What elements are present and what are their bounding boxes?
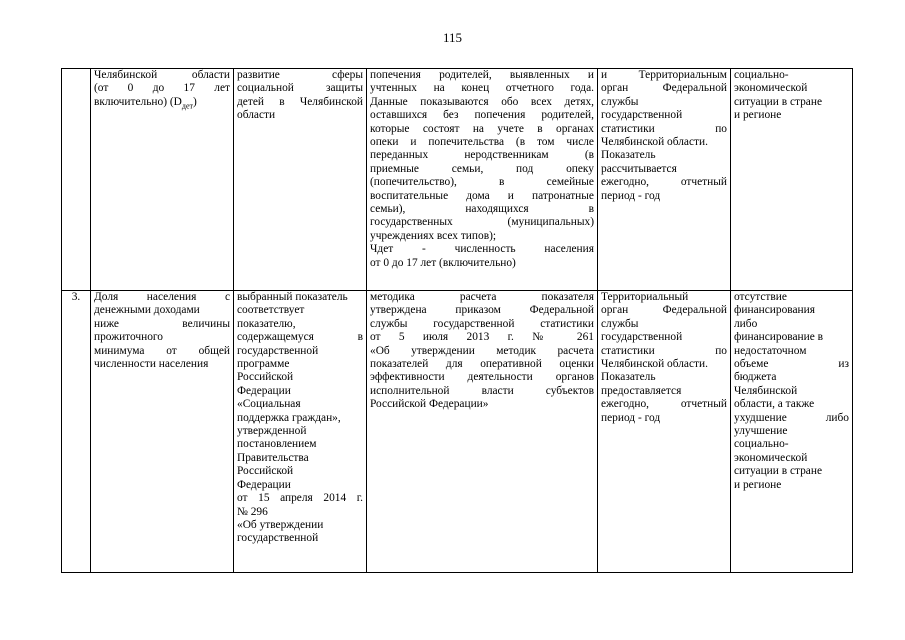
text-line: орган Федеральной xyxy=(601,304,727,317)
text-line: период - год xyxy=(601,189,661,202)
text-line: «Социальная xyxy=(237,398,301,411)
text-line: показателю, xyxy=(237,317,296,330)
text-line: социальной защиты xyxy=(237,82,363,95)
text-line: недостаточном xyxy=(734,344,807,357)
risk-cell xyxy=(731,69,853,291)
text-line: ежегодно, отчетный xyxy=(601,398,727,411)
text-line: улучшение xyxy=(734,425,788,438)
text-line: «Об утверждении xyxy=(237,518,324,531)
text-line: области xyxy=(237,109,276,122)
table-row xyxy=(62,291,853,573)
text-line: Федерации xyxy=(237,384,291,397)
text-line: соответствует xyxy=(237,304,305,317)
page-number: 115 xyxy=(442,30,463,45)
subscript: дет xyxy=(181,101,193,111)
method-cell xyxy=(367,291,598,573)
text-line: минимума от общей xyxy=(94,344,230,357)
text-line: программе xyxy=(237,358,290,371)
text-line: области, а также xyxy=(734,398,815,411)
source-cell xyxy=(598,69,731,291)
text-line: опеки и попечительства (в том числе xyxy=(370,136,594,149)
text-line: содержащемуся в xyxy=(237,331,363,344)
text-line: орган Федеральной xyxy=(601,82,727,95)
indicator-name-cell xyxy=(91,291,234,573)
text-line: ниже величины xyxy=(94,317,230,330)
text-line: ситуации в стране xyxy=(734,465,823,478)
text-line: службы xyxy=(601,95,639,108)
text-line: прожиточного xyxy=(94,331,163,344)
indicator-name-cell xyxy=(91,69,234,291)
text-line: экономической xyxy=(734,82,808,95)
text-line: службы xyxy=(601,317,639,330)
text-line: отсутствие xyxy=(734,291,787,303)
text-line: статистики по xyxy=(601,122,727,135)
text-line: переданных неродственникам (в xyxy=(370,149,594,162)
text-line: № 296 xyxy=(237,505,268,518)
text-line: (от 0 до 17 лет xyxy=(94,82,230,95)
text-line: статистики по xyxy=(601,344,727,357)
text-line: учтенных на конец отчетного года. xyxy=(370,82,594,95)
text-line: денежными доходами xyxy=(94,304,200,317)
text-line: от 15 апреля 2014 г. xyxy=(237,492,363,505)
text-line: оставшихся без попечения родителей, xyxy=(370,109,594,122)
text-line: ухудшение либо xyxy=(734,411,849,424)
text-fragment: ) xyxy=(193,95,197,108)
text-line: Данные показываются обо всех детях, xyxy=(370,95,594,108)
text-line: от 5 июля 2013 г. № 261 xyxy=(370,331,594,344)
text-line: социально- xyxy=(734,438,789,451)
row-number-cell: 3. xyxy=(62,291,91,573)
text-line: Челябинской области. xyxy=(601,136,708,149)
text-line: утвержденной xyxy=(237,425,307,438)
text-line: службы государственной статистики xyxy=(370,317,594,330)
text-line: учреждениях всех типов); xyxy=(370,229,497,242)
text-line: и Территориальным xyxy=(601,69,727,81)
source-cell xyxy=(598,291,731,573)
text-line: и регионе xyxy=(734,478,782,491)
text-line: период - год xyxy=(601,411,661,424)
text-line: поддержка граждан», xyxy=(237,411,341,424)
text-line: государственной xyxy=(237,532,319,545)
text-line: показателей для оперативной оценки xyxy=(370,358,594,371)
text-line: государственных (муниципальных) xyxy=(370,216,594,229)
text-line: государственной xyxy=(601,109,683,122)
text-line: Российской xyxy=(237,465,294,478)
text-line: финансирования xyxy=(734,304,815,317)
text-line: развитие сферы xyxy=(237,69,363,81)
text-line: Федерации xyxy=(237,478,291,491)
text-line: экономической xyxy=(734,451,808,464)
text-line xyxy=(94,96,230,109)
text-line: Челябинской области. xyxy=(601,358,708,371)
text-line: эффективности деятельности органов xyxy=(370,371,594,384)
text-line: Челябинской области xyxy=(94,69,230,81)
row-number-cell xyxy=(62,69,91,291)
text-line: которые состоят на учете в органах xyxy=(370,122,594,135)
text-line: Территориальный xyxy=(601,291,689,303)
text-line: Российской Федерации» xyxy=(370,398,489,411)
text-line: (попечительство), в семейные xyxy=(370,176,594,189)
text-line: предоставляется xyxy=(601,384,682,397)
method-cell xyxy=(367,69,598,291)
text-line: Показатель xyxy=(601,149,656,162)
text-line: государственной xyxy=(237,344,319,357)
text-line: Российской xyxy=(237,371,294,384)
text-line: попечения родителей, выявленных и xyxy=(370,69,594,81)
text-line: методика расчета показателя xyxy=(370,291,594,303)
text-line: Челябинской xyxy=(734,384,798,397)
text-line: Чдет - численность населения xyxy=(370,243,594,256)
table-row xyxy=(62,69,853,291)
text-line: выбранный показатель xyxy=(237,291,348,303)
text-line: Доля населения с xyxy=(94,291,230,303)
text-line: Показатель xyxy=(601,371,656,384)
text-line: детей в Челябинской xyxy=(237,95,363,108)
text-fragment: включительно) (D xyxy=(94,95,182,108)
basis-cell xyxy=(234,69,367,291)
text-line: семьи), находящихся в xyxy=(370,203,594,216)
text-line: численности населения xyxy=(94,358,209,371)
text-line: бюджета xyxy=(734,371,777,384)
text-line: и регионе xyxy=(734,109,782,122)
text-line: ситуации в стране xyxy=(734,95,823,108)
text-line: рассчитывается xyxy=(601,162,677,175)
text-line: воспитательные дома и патронатные xyxy=(370,189,594,202)
indicators-table xyxy=(61,68,853,573)
text-line: исполнительной власти субъектов xyxy=(370,384,594,397)
text-line: приемные семьи, под опеку xyxy=(370,162,594,175)
text-line: Правительства xyxy=(237,451,309,464)
text-line: утверждена приказом Федеральной xyxy=(370,304,594,317)
text-line: «Об утверждении методик расчета xyxy=(370,344,594,357)
text-line: финансирование в xyxy=(734,331,824,344)
text-line: социально- xyxy=(734,69,789,81)
text-line: либо xyxy=(734,317,758,330)
text-line: от 0 до 17 лет (включительно) xyxy=(370,256,516,269)
text-line: объеме из xyxy=(734,358,849,371)
basis-cell xyxy=(234,291,367,573)
text-line: постановлением xyxy=(237,438,317,451)
text-line: государственной xyxy=(601,331,683,344)
text-line: ежегодно, отчетный xyxy=(601,176,727,189)
risk-cell xyxy=(731,291,853,573)
